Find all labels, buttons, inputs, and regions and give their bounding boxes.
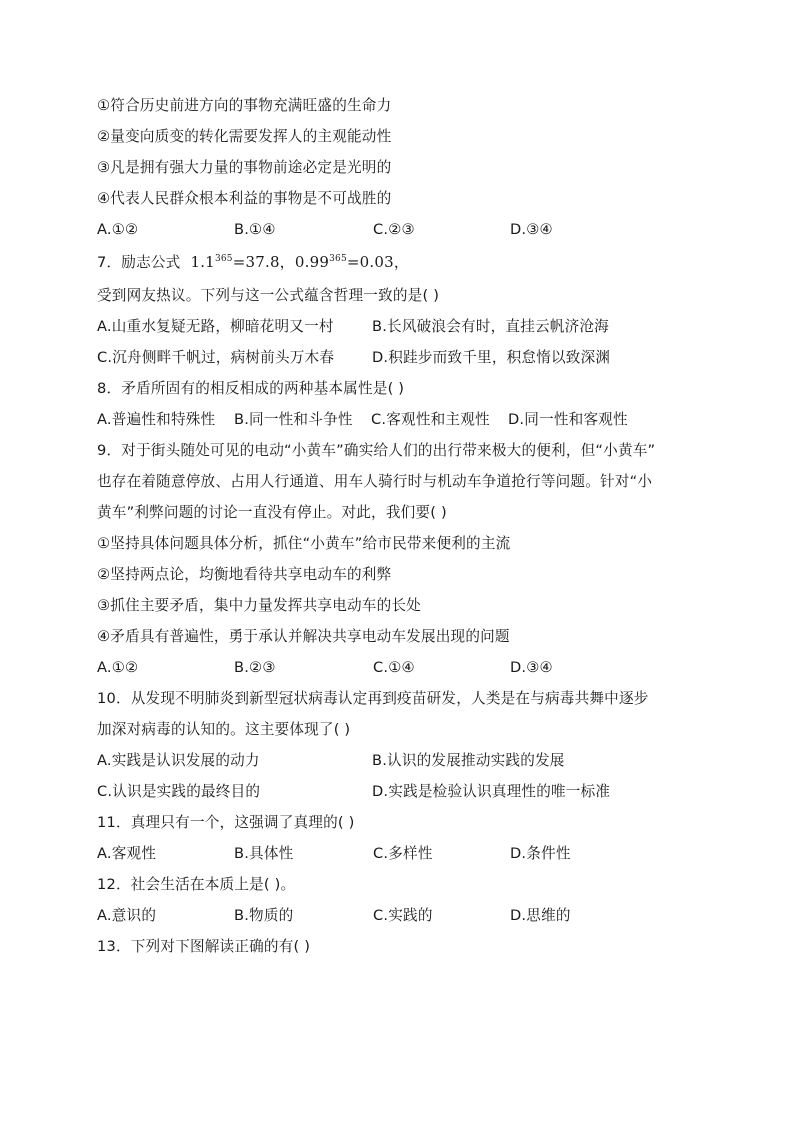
q9-stem-line1: 9．对于街头随处可见的电动“小黄车”确实给人们的出行带来极大的便利，但“小黄车” — [97, 442, 656, 459]
q9-option-b[interactable]: B.②③ — [234, 659, 276, 676]
q9-stem-line2: 也存在着随意停放、占用人行通道、用车人骑行时与机动车争道抢行等问题。针对“小 — [97, 473, 653, 490]
q10-option-a[interactable]: A.实践是认识发展的动力 — [97, 752, 260, 769]
q12-stem: 12．社会生活在本质上是( )。 — [97, 876, 296, 893]
q6-option-b[interactable]: B.①④ — [234, 221, 276, 238]
q7-options-row2 — [97, 348, 697, 368]
q9-option-d[interactable]: D.③④ — [510, 659, 553, 676]
formula2-result: =0.03， — [346, 253, 410, 271]
q8-option-b[interactable]: B.同一性和斗争性 — [234, 411, 353, 428]
formula2-exponent: 365 — [329, 254, 347, 264]
q8-options — [97, 410, 707, 430]
q12-option-d[interactable]: D.思维的 — [510, 907, 571, 924]
statement-4: ④代表人民群众根本利益的事物是不可战胜的 — [97, 190, 392, 207]
q11-option-a[interactable]: A.客观性 — [97, 845, 157, 862]
q8-option-a[interactable]: A.普遍性和特殊性 — [97, 411, 216, 428]
formula1-base: 1.1 — [190, 253, 215, 271]
q7-stem-line1 — [97, 252, 409, 273]
q7-option-b[interactable]: B.长风破浪会有时，直挂云帆济沧海 — [372, 318, 609, 335]
q7-stem-line2: 受到网友热议。下列与这一公式蕴含哲理一致的是( ) — [97, 287, 440, 304]
q7-options-row1 — [97, 317, 697, 337]
q9-statement-2: ②坚持两点论，均衡地看待共享电动车的利弊 — [97, 566, 392, 583]
q7-formula — [190, 253, 409, 271]
statement-1: ①符合历史前进方向的事物充满旺盛的生命力 — [97, 97, 392, 114]
q13-stem: 13．下列对下图解读正确的有( ) — [97, 938, 311, 955]
q6-option-d[interactable]: D.③④ — [510, 221, 553, 238]
q7-option-a[interactable]: A.山重水复疑无路，柳暗花明又一村 — [97, 318, 334, 335]
q10-stem-line2: 加深对病毒的认知的。这主要体现了( ) — [97, 721, 351, 738]
q6-option-c[interactable]: C.②③ — [373, 221, 415, 238]
q11-stem: 11．真理只有一个，这强调了真理的( ) — [97, 814, 355, 831]
q9-option-a[interactable]: A.①② — [97, 659, 139, 676]
q10-options-row1 — [97, 751, 697, 771]
q11-option-b[interactable]: B.具体性 — [234, 845, 294, 862]
q10-option-d[interactable]: D.实践是检验认识真理性的唯一标准 — [372, 783, 611, 800]
formula2-base: 0.99 — [294, 253, 330, 271]
q7-option-c[interactable]: C.沉舟侧畔千帆过，病树前头万木春 — [97, 349, 335, 366]
q7-stem-a: 7．励志公式 — [97, 254, 181, 271]
q12-option-c[interactable]: C.实践的 — [373, 907, 433, 924]
q9-stem-line3: 黄车”利弊问题的讨论一直没有停止。对此，我们要( ) — [97, 504, 447, 521]
q9-statement-4: ④矛盾具有普遍性，勇于承认并解决共享电动车发展出现的问题 — [97, 628, 510, 645]
q9-options — [97, 658, 697, 678]
q9-option-c[interactable]: C.①④ — [373, 659, 415, 676]
q9-statement-1: ①坚持具体问题具体分析，抓住“小黄车”给市民带来便利的主流 — [97, 535, 511, 552]
q7-option-d[interactable]: D.积跬步而致千里，积怠惰以致深渊 — [372, 349, 611, 366]
formula1-exponent: 365 — [214, 254, 233, 264]
q8-option-c[interactable]: C.客观性和主观性 — [371, 411, 490, 428]
q8-stem: 8．矛盾所固有的相反相成的两种基本属性是( ) — [97, 380, 405, 397]
q10-option-b[interactable]: B.认识的发展推动实践的发展 — [372, 752, 565, 769]
statement-3: ③凡是拥有强大力量的事物前途必定是光明的 — [97, 159, 392, 176]
q8-option-d[interactable]: D.同一性和客观性 — [508, 411, 628, 428]
q12-options — [97, 906, 697, 926]
q12-option-a[interactable]: A.意识的 — [97, 907, 157, 924]
q12-option-b[interactable]: B.物质的 — [234, 907, 294, 924]
q10-option-c[interactable]: C.认识是实践的最终目的 — [97, 783, 261, 800]
formula1-result: =37.8， — [232, 253, 295, 271]
q9-statement-3: ③抓住主要矛盾，集中力量发挥共享电动车的长处 — [97, 597, 421, 614]
q11-option-d[interactable]: D.条件性 — [510, 845, 571, 862]
statement-2: ②量变向质变的转化需要发挥人的主观能动性 — [97, 128, 392, 145]
q11-option-c[interactable]: C.多样性 — [373, 845, 433, 862]
q6-option-a[interactable]: A.①② — [97, 221, 139, 238]
q6-options — [97, 220, 697, 240]
q10-stem-line1: 10．从发现不明肺炎到新型冠状病毒认定再到疫苗研发，人类是在与病毒共舞中逐步 — [97, 690, 649, 707]
q10-options-row2 — [97, 782, 697, 802]
q11-options — [97, 844, 697, 864]
